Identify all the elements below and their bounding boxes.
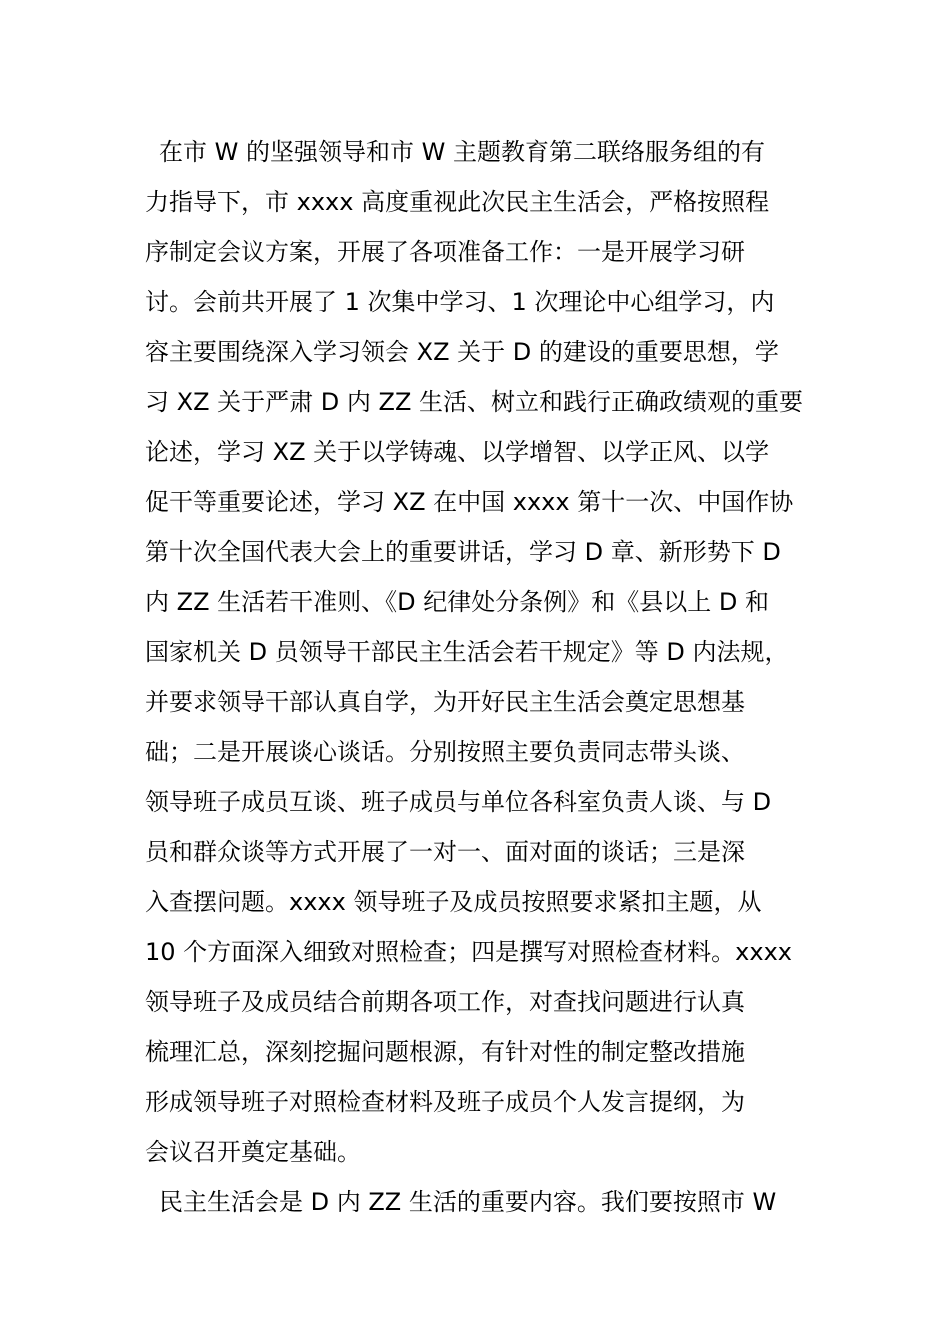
paragraph-1-line-17: 10 个方面深入细致对照检查；四是撰写对照检查材料。xxxx bbox=[145, 938, 792, 966]
paragraph-1-line-4: 讨。会前共开展了 1 次集中学习、1 次理论中心组学习，内 bbox=[145, 288, 775, 316]
paragraph-1-line-21: 会议召开奠定基础。 bbox=[145, 1138, 361, 1166]
paragraph-1-line-3: 序制定会议方案，开展了各项准备工作：一是开展学习研 bbox=[145, 238, 745, 266]
paragraph-2-line-1: 民主生活会是 D 内 ZZ 生活的重要内容。我们要按照市 W bbox=[159, 1188, 777, 1216]
paragraph-1-line-14: 领导班子成员互谈、班子成员与单位各科室负责人谈、与 D bbox=[145, 788, 772, 816]
paragraph-1-line-10: 内 ZZ 生活若干准则、《D 纪律处分条例》和《县以上 D 和 bbox=[145, 588, 769, 616]
paragraph-1-line-16: 入查摆问题。xxxx 领导班子及成员按照要求紧扣主题，从 bbox=[145, 888, 762, 916]
paragraph-1-line-8: 促干等重要论述，学习 XZ 在中国 xxxx 第十一次、中国作协 bbox=[145, 488, 794, 516]
body-text bbox=[145, 127, 835, 1227]
paragraph-1-line-2: 力指导下，市 xxxx 高度重视此次民主生活会，严格按照程 bbox=[145, 188, 770, 216]
paragraph-1-line-6: 习 XZ 关于严肃 D 内 ZZ 生活、树立和践行正确政绩观的重要 bbox=[145, 388, 804, 416]
paragraph-1-line-15: 员和群众谈等方式开展了一对一、面对面的谈话；三是深 bbox=[145, 838, 745, 866]
paragraph-1-line-13: 础；二是开展谈心谈话。分别按照主要负责同志带头谈、 bbox=[145, 738, 745, 766]
paragraph-1-line-12: 并要求领导干部认真自学，为开好民主生活会奠定思想基 bbox=[145, 688, 745, 716]
paragraph-1-line-19: 梳理汇总，深刻挖掘问题根源，有针对性的制定整改措施 bbox=[145, 1038, 745, 1066]
paragraph-1-line-5: 容主要围绕深入学习领会 XZ 关于 D 的建设的重要思想，学 bbox=[145, 338, 779, 366]
paragraph-1-line-7: 论述，学习 XZ 关于以学铸魂、以学增智、以学正风、以学 bbox=[145, 438, 770, 466]
paragraph-1-line-1: 在市 W 的坚强领导和市 W 主题教育第二联络服务组的有 bbox=[159, 138, 765, 166]
paragraph-1-line-18: 领导班子及成员结合前期各项工作，对查找问题进行认真 bbox=[145, 988, 745, 1016]
paragraph-1-line-20: 形成领导班子对照检查材料及班子成员个人发言提纲，为 bbox=[145, 1088, 745, 1116]
paragraph-1-line-11: 国家机关 D 员领导干部民主生活会若干规定》等 D 内法规， bbox=[145, 638, 789, 666]
paragraph-1-line-9: 第十次全国代表大会上的重要讲话，学习 D 章、新形势下 D bbox=[145, 538, 781, 566]
